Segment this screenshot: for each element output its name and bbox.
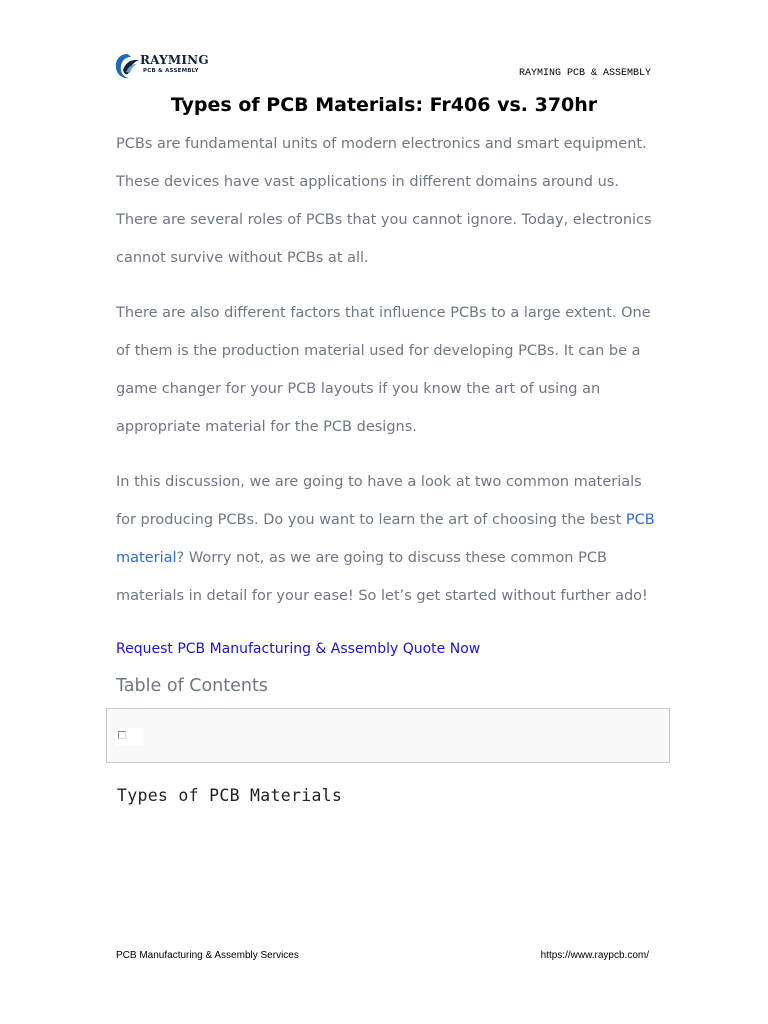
- factors-paragraph: There are also different factors that influence PCBs to a large extent. One of them is the production material used for developing PCBs. It can be a game changer for your PCB layouts if you know the art of using an appropriate material for the PCB designs.: [116, 305, 651, 435]
- logo-name: RAYMING: [140, 53, 209, 67]
- footer-services: PCB Manufacturing & Assembly Services: [116, 950, 299, 961]
- rayming-logo: [113, 50, 223, 82]
- logo-swoosh-icon: [113, 52, 141, 80]
- footer-url: https://www.raypcb.com/: [540, 950, 649, 961]
- toc-title: Table of Contents: [116, 676, 268, 696]
- document-title: Types of PCB Materials: Fr406 vs. 370hr: [170, 94, 598, 116]
- request-quote-link[interactable]: Request PCB Manufacturing & Assembly Quote Now: [116, 641, 481, 657]
- discussion-paragraph: [116, 463, 661, 615]
- section-heading: Types of PCB Materials: [117, 786, 343, 805]
- discussion-text-after: ? Worry not, as we are going to discuss these common PCB materials in detail for your ease! So let’s get started without further ado!: [116, 550, 648, 604]
- discussion-text-before: In this discussion, we are going to have a look at two common materials for producing PCBs. Do you want to learn the art of choosing the best: [116, 474, 642, 528]
- header-company-name: RAYMING PCB & ASSEMBLY: [518, 68, 651, 79]
- checkbox-toggle-icon: [118, 731, 126, 739]
- pcb-material-link[interactable]: PCB material: [116, 512, 655, 566]
- logo-tagline: PCB & ASSEMBLY: [143, 68, 199, 74]
- toc-container: [106, 708, 670, 763]
- toc-toggle-button[interactable]: [115, 728, 143, 746]
- intro-paragraph: PCBs are fundamental units of modern electronics and smart equipment. These devices have vast applications in different domains around us. There are several roles of PCBs that you cannot ignore. Today, electronics cannot survive without PCBs at all.: [116, 136, 652, 266]
